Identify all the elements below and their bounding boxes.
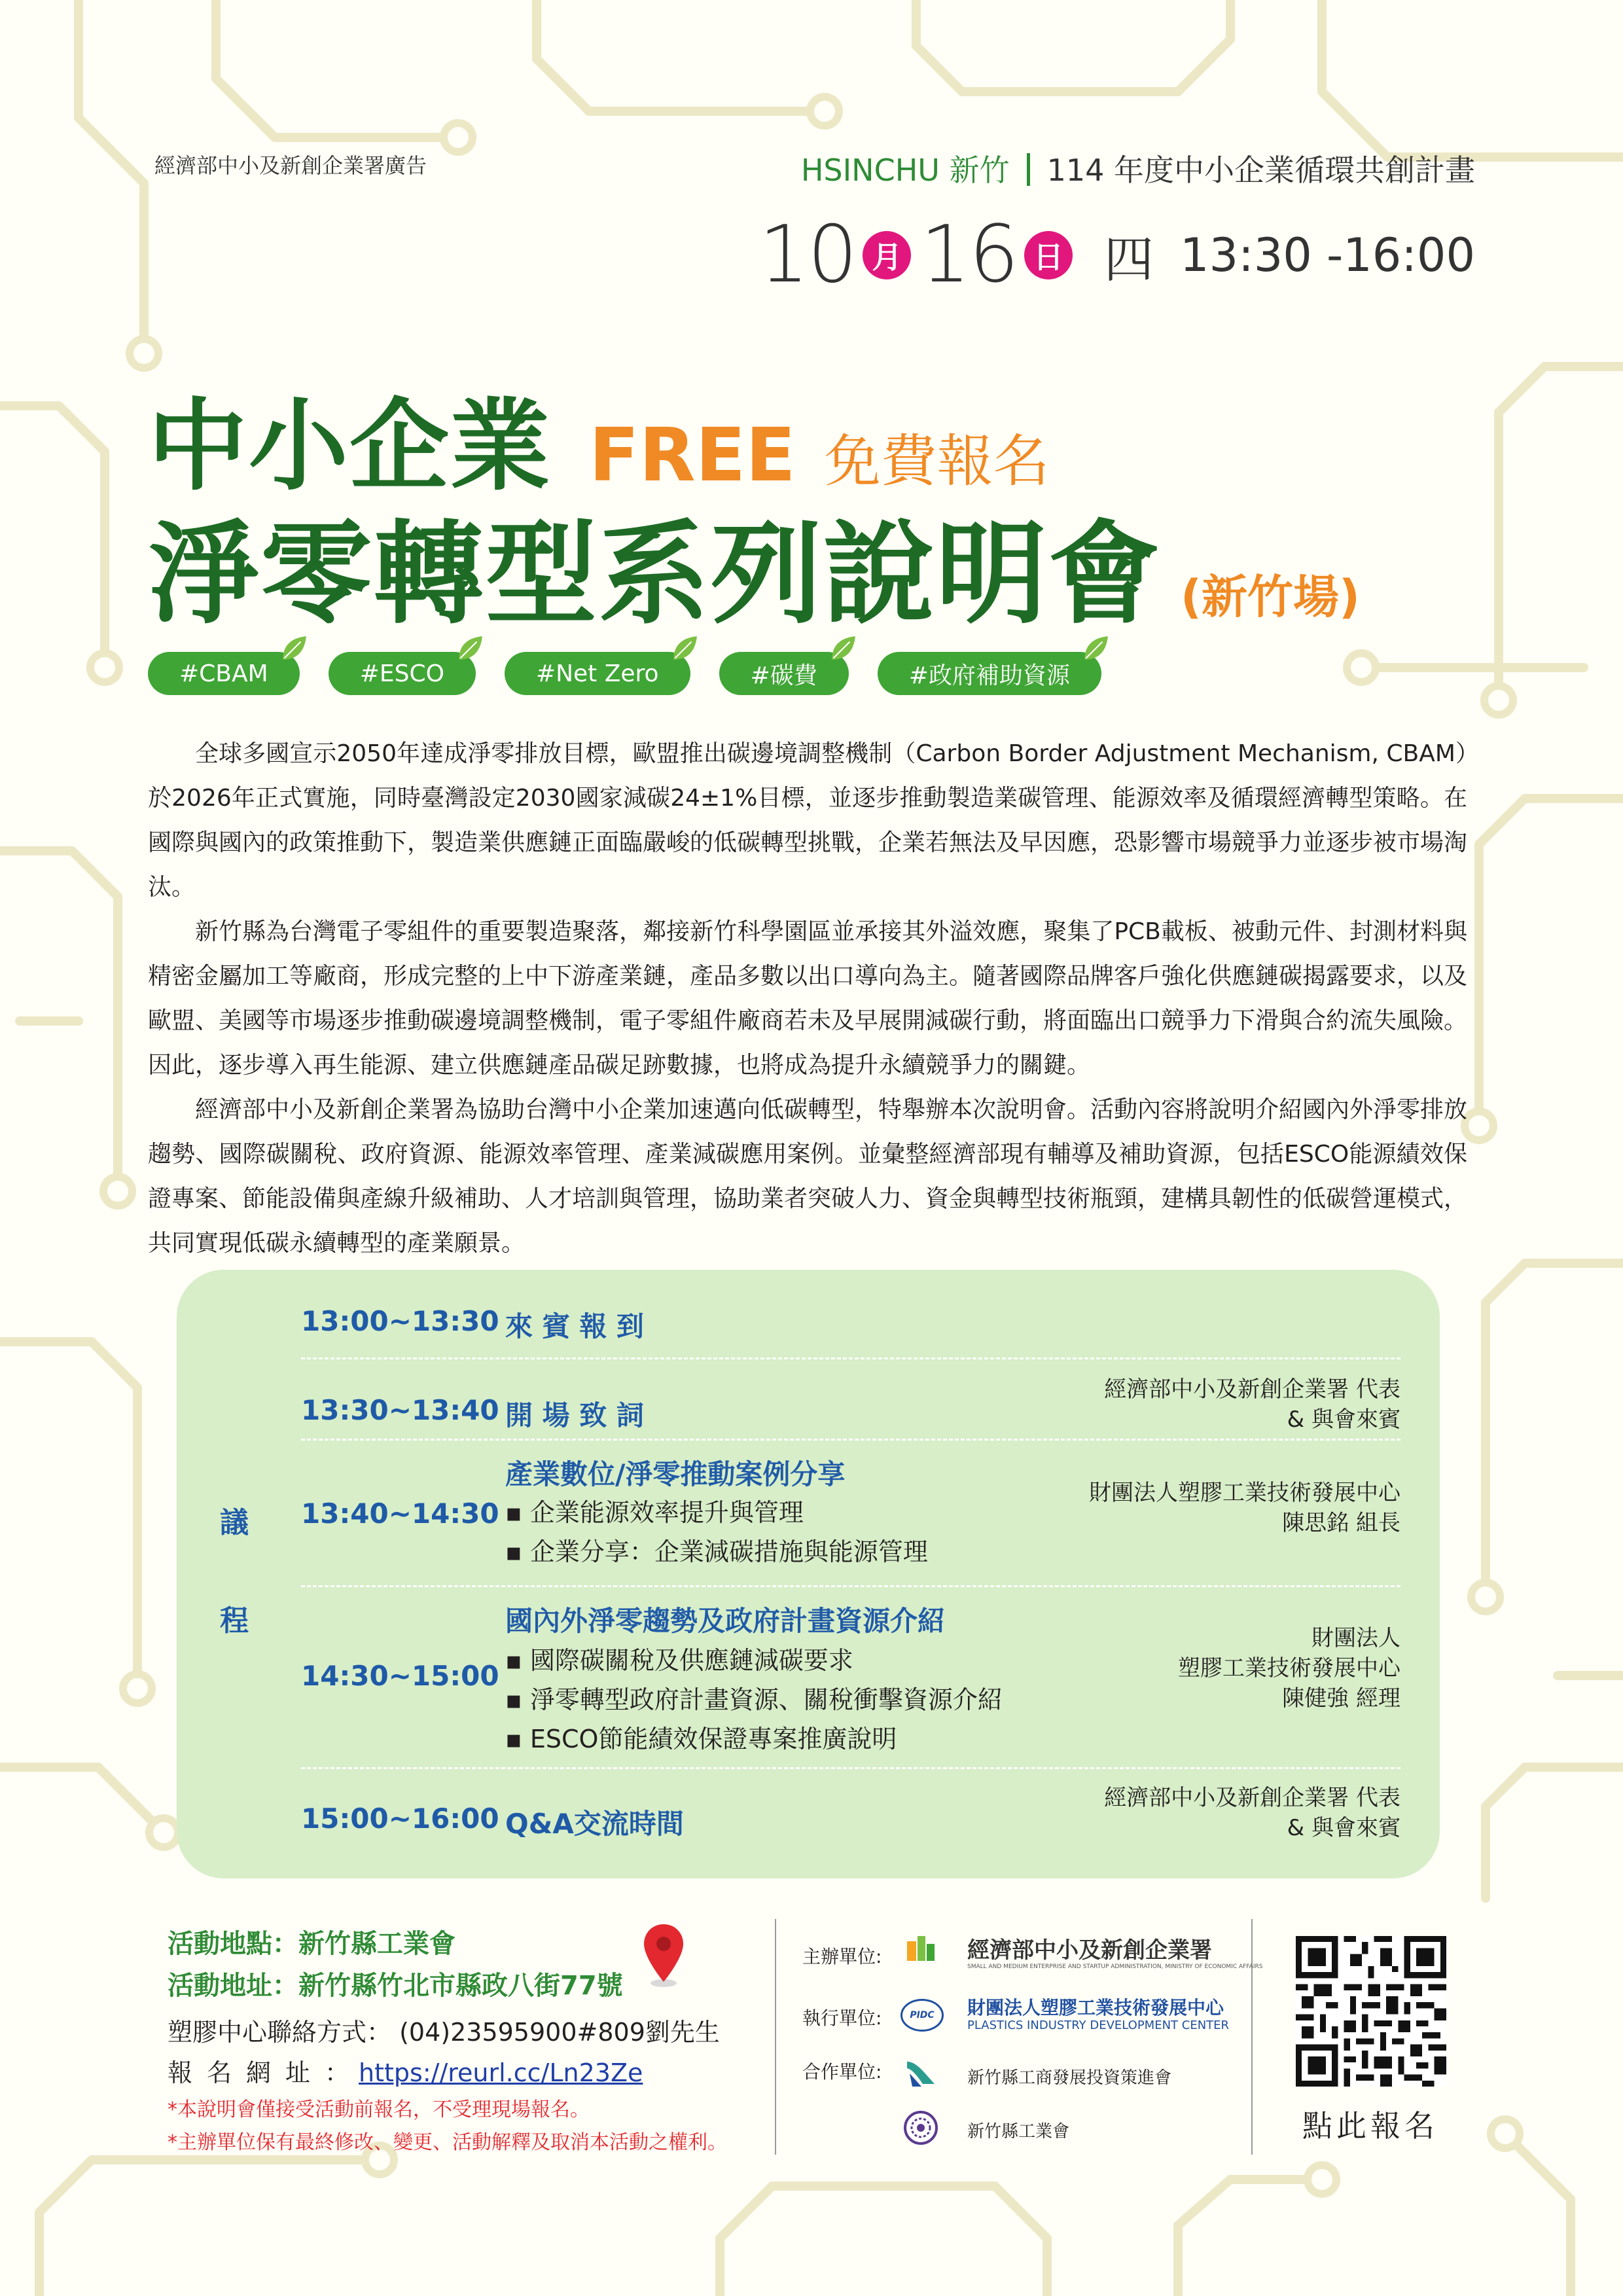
agenda-divider bbox=[301, 1767, 1400, 1769]
host-name-en: SMALL AND MEDIUM ENTERPRISE AND STARTUP ADMINISTRATION, MINISTRY OF ECONOMIC AFFAIRS bbox=[967, 1964, 1263, 1970]
speaker-line: 陳思銘 組長 bbox=[1282, 1510, 1400, 1536]
agenda-bullet: ▪ 國際碳關稅及供應鏈減碳要求 bbox=[505, 1640, 853, 1676]
date-month: 10 bbox=[758, 209, 857, 300]
agenda-label-1: 議 bbox=[220, 1506, 249, 1539]
agenda-panel bbox=[177, 1270, 1440, 1878]
hashtag bbox=[505, 652, 690, 695]
executor-name-en: PLASTICS INDUSTRY DEVELOPMENT CENTER bbox=[967, 2018, 1230, 2032]
qr-caption: 點此報名 bbox=[1302, 2108, 1438, 2144]
hashtag bbox=[329, 652, 476, 695]
notice-line: *主辦單位保有最終修改、變更、活動解釋及取消本活動之權利。 bbox=[168, 2131, 727, 2154]
agenda-label-2: 程 bbox=[220, 1604, 249, 1638]
pidc-logo-icon: PIDC bbox=[901, 1999, 944, 2032]
agenda-bullet: ▪ ESCO節能績效保證專案推廣說明 bbox=[505, 1719, 897, 1755]
title-main: 中小企業 bbox=[148, 388, 551, 504]
host-name: 經濟部中小及新創企業署 bbox=[967, 1937, 1212, 1964]
leaf-icon bbox=[671, 635, 698, 662]
divider bbox=[1251, 1919, 1253, 2155]
title-free: FREE bbox=[589, 413, 796, 498]
hashtag bbox=[719, 652, 849, 695]
agenda-time: 13:40~14:30 bbox=[301, 1498, 499, 1530]
agenda-time: 13:30~13:40 bbox=[301, 1394, 499, 1426]
agenda-title: 來 賓 報 到 bbox=[505, 1310, 644, 1342]
city-label: HSINCHU 新竹 bbox=[800, 152, 1010, 188]
investment-association-logo-icon bbox=[903, 2055, 938, 2090]
paragraph: 經濟部中小及新創企業署為協助台灣中小企業加速邁向低碳轉型，特舉辦本次說明會。活動內容將說明介紹國內外淨零排放趨勢、國際碳關稅、政府資源、能源效率管理、產業減碳應用案例。並彙整經濟部現有輔導及補助資源，包括ESCO能源績效保證專案、節能設備與產線升級補助、人才培訓與管理，協助業者突破人力、資金與轉型技術瓶頸，建構具韌性的低碳營運模式，共同實現低碳永續轉型的產業願景。 bbox=[148, 1096, 1468, 1257]
separator-bar bbox=[1027, 153, 1030, 186]
agenda-row bbox=[301, 1305, 1400, 1344]
date-day: 16 bbox=[920, 209, 1018, 300]
date-weekday: 四 bbox=[1104, 230, 1154, 289]
leaf-icon bbox=[829, 635, 857, 662]
agenda-title: 產業數位/淨零推動案例分享 bbox=[505, 1458, 846, 1490]
speaker-line: 經濟部中小及新創企業署 代表 bbox=[1104, 1376, 1400, 1403]
agenda-time: 15:00~16:00 bbox=[301, 1803, 499, 1835]
hashtag-label: #CBAM bbox=[179, 660, 268, 687]
hashtag-label: #政府補助資源 bbox=[908, 662, 1070, 689]
agenda-bullet: ▪ 企業分享：企業減碳措施與能源管理 bbox=[505, 1532, 928, 1568]
sponsor-note: 經濟部中小及新創企業署廣告 bbox=[154, 153, 427, 178]
venue-address: 活動地址：新竹縣竹北市縣政八街77號 bbox=[168, 1971, 623, 2001]
registration-row bbox=[168, 2053, 643, 2089]
program-label: 114 年度中小企業循環共創計畫 bbox=[1046, 152, 1475, 188]
agenda-bullet: ▪ 企業能源效率提升與管理 bbox=[505, 1492, 804, 1528]
city-program-line bbox=[801, 147, 1475, 190]
hashtag bbox=[878, 652, 1101, 695]
leaf-icon bbox=[456, 635, 484, 662]
divider bbox=[775, 1919, 776, 2155]
hashtag bbox=[148, 652, 300, 695]
day-badge: 日 bbox=[1024, 231, 1073, 279]
intro-text bbox=[148, 732, 1467, 1266]
qr-code-icon[interactable] bbox=[1296, 1936, 1446, 2087]
paragraph: 新竹縣為台灣電子零組件的重要製造聚落，鄰接新竹科學園區並承接其外溢效應，聚集了PCB載板、被動元件、封測材料與精密金屬加工等廠商，形成完整的上中下游產業鏈，產品多數以出口導向為主。隨著國際品牌客戶強化供應鏈碳揭露要求，以及歐盟、美國等市場逐步推動碳邊境調整機制，電子零組件廠商若未及早展開減碳行動，將面臨出口競爭力下滑與合約流失風險。因此，逐步導入再生能源、建立供應鏈產品碳足跡數據，也將成為提升永續競爭力的關鍵。 bbox=[148, 918, 1468, 1079]
title-venue-tag: (新竹場) bbox=[1181, 570, 1360, 624]
sme-logo-icon bbox=[903, 1932, 938, 1967]
hashtag-label: #Net Zero bbox=[535, 660, 659, 687]
agenda-row bbox=[301, 1776, 1400, 1848]
agenda-divider bbox=[301, 1585, 1400, 1587]
agenda-speaker bbox=[1089, 1478, 1400, 1538]
notice-line: *本說明會僅接受活動前報名，不受理現場報名。 bbox=[168, 2098, 590, 2121]
executor-label: 執行單位: bbox=[802, 2007, 882, 2029]
speaker-line: 塑膠工業技術發展中心 bbox=[1178, 1655, 1400, 1681]
venue-place: 活動地點：新竹縣工業會 bbox=[168, 1929, 455, 1959]
host-label: 主辦單位: bbox=[802, 1946, 882, 1967]
agenda-title: 開 場 致 詞 bbox=[505, 1399, 644, 1431]
agenda-row bbox=[301, 1594, 1400, 1758]
partner-name: 新竹縣工商發展投資策進會 bbox=[967, 2068, 1172, 2088]
speaker-line: & 與會來賓 bbox=[1287, 1815, 1400, 1841]
agenda-speaker bbox=[1104, 1783, 1400, 1843]
registration-label: 報名網址 bbox=[168, 2058, 325, 2087]
registration-link[interactable]: https://reurl.cc/Ln23Ze bbox=[359, 2058, 643, 2087]
agenda-divider bbox=[301, 1439, 1400, 1441]
agenda-row bbox=[301, 1368, 1400, 1433]
agenda-time: 14:30~15:00 bbox=[301, 1660, 499, 1692]
hashtag-label: #ESCO bbox=[359, 660, 444, 687]
hashtag-list bbox=[148, 652, 1101, 695]
title-event-name: 淨零轉型系列說明會 bbox=[148, 510, 1162, 639]
agenda-row bbox=[301, 1448, 1400, 1579]
agenda-divider bbox=[301, 1357, 1400, 1359]
speaker-line: 財團法人塑膠工業技術發展中心 bbox=[1089, 1480, 1400, 1506]
speaker-line: 陳健強 經理 bbox=[1282, 1685, 1400, 1712]
speaker-line: 經濟部中小及新創企業署 代表 bbox=[1104, 1785, 1400, 1811]
contact-info: 塑膠中心聯絡方式： (04)23595900#809劉先生 bbox=[168, 2018, 720, 2047]
title-free-registration: 免費報名 bbox=[824, 429, 1050, 494]
industry-association-logo-icon bbox=[903, 2110, 938, 2145]
agenda-time: 13:00~13:30 bbox=[301, 1305, 499, 1337]
agenda-title: 國內外淨零趨勢及政府計畫資源介紹 bbox=[505, 1605, 946, 1637]
agenda-speaker bbox=[1104, 1374, 1400, 1435]
title-line-2 bbox=[148, 484, 1360, 645]
partner-name: 新竹縣工業會 bbox=[967, 2122, 1070, 2142]
event-date bbox=[758, 209, 1475, 300]
leaf-icon bbox=[1082, 635, 1109, 662]
registration-colon: ： bbox=[325, 2058, 350, 2087]
paragraph: 全球多國宣示2050年達成淨零排放目標，歐盟推出碳邊境調整機制（Carbon Border Adjustment Mechanism, CBAM）於2026年正式實施，同時臺灣設定2030國家減碳24±1%目標，並逐步推動製造業碳管理、能源效率及循環經濟轉型策略。在國際與國內的政策推動下，製造業供應鏈正面臨嚴峻的低碳轉型挑戰，企業若無法及早因應，恐影響市場競爭力並逐步被市場淘汰。 bbox=[148, 740, 1468, 901]
partner-label: 合作單位: bbox=[802, 2061, 882, 2083]
speaker-line: 財團法人 bbox=[1311, 1625, 1400, 1651]
month-badge: 月 bbox=[863, 231, 911, 279]
executor-name: 財團法人塑膠工業技術發展中心 bbox=[967, 1997, 1224, 2018]
agenda-speaker bbox=[1178, 1623, 1400, 1713]
hashtag-label: #碳費 bbox=[750, 662, 817, 689]
agenda-title: Q&A交流時間 bbox=[505, 1808, 684, 1840]
date-time: 13:30 -16:00 bbox=[1180, 228, 1475, 282]
map-pin-icon bbox=[641, 1923, 686, 1988]
agenda-bullet: ▪ 淨零轉型政府計畫資源、關稅衝擊資源介紹 bbox=[505, 1679, 1003, 1715]
speaker-line: & 與會來賓 bbox=[1287, 1407, 1400, 1433]
leaf-icon bbox=[280, 635, 308, 662]
